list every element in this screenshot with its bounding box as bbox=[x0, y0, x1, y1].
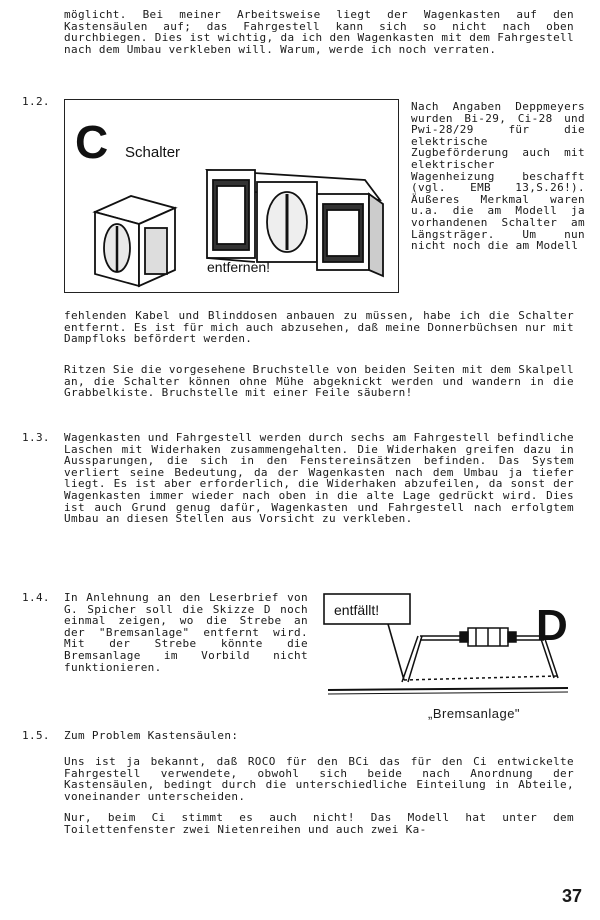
section-number-1-4: 1.4. bbox=[22, 591, 50, 604]
section-1-2-instructions: Ritzen Sie die vorgesehene Bruchstelle von beiden Seiten mit dem Skalpell an, die Schalter können ohne Mühe abgeknickt werden und wandern in die Grabbelkiste. Bruchstelle mit einer Feile säubern! bbox=[64, 363, 574, 400]
section-1-5-text-b: Nur, beim Ci stimmt es auch nicht! Das Modell hat unter dem Toilettenfenster zwei Nietenreihen und auch zwei Ka- bbox=[64, 811, 574, 836]
page-number: 37 bbox=[562, 886, 583, 906]
section-1-2-side-text: Nach Angaben Deppmeyers wurden Bi-29, Ci-28 und Pwi-28/29 für die elektrische Zugbeförderung auch mit elektrischer Wagenheizung beschafft (vgl. EMB 13,S.26!). Äußeres Merkmal waren u.a. die am Modell ja vorhandenen Schalter am Längsträger. Um nun nicht noch die am Modell bbox=[411, 100, 585, 253]
figure-c-label: Schalter bbox=[125, 144, 181, 161]
section-number-1-2: 1.2. bbox=[22, 95, 50, 108]
arrow-line bbox=[388, 624, 404, 680]
brake-linkage-drawing bbox=[328, 628, 568, 694]
switch-illustration bbox=[65, 100, 398, 292]
section-1-5-title: Zum Problem Kastensäulen: bbox=[64, 729, 239, 742]
section-1-5-text-a: Uns ist ja bekannt, daß ROCO für den BCi das für den Ci entwickelte Fahrgestell verwendete, obwohl sich beide nach Anordnung der Kastensäulen, bedingt durch die unterschiedliche Einteilung in Abteile, voneinander unterscheiden. bbox=[64, 755, 574, 803]
section-number-1-5: 1.5. bbox=[22, 729, 50, 742]
intro-paragraph: möglicht. Bei meiner Arbeitsweise liegt der Wagenkasten auf den Kastensäulen auf; das Fahrgestell kann sich so nicht nach oben durchbiegen. Dies ist wichtig, da ich den Wagenkasten mit dem Fahrgestell nach dem Umbau verkleben will. Warum, werde ich noch verraten. bbox=[64, 8, 574, 56]
figure-d-letter: D bbox=[536, 601, 568, 650]
section-1-3-text: Wagenkasten und Fahrgestell werden durch sechs am Fahrgestell befindliche Laschen mit Widerhaken zusammengehalten. Die Widerhaken greifen dazu in Aussparungen, die sich in den Fenstereinsätzen befinden. Das System verliert seine Bedeutung, da der Wagenkasten nach dem Umbau ja tiefer liegt. Es ist aber erforderlich, die Widerhaken abzufeilen, da sonst der Wagenkasten immer wieder nach oben in die alte Lage gedrückt wird. Dies ist auch Grund genug dafür, Wagenkasten und Fahrgestell nach erfolgtem Umbau an diesen Stellen aus Vorsicht zu verkleben. bbox=[64, 431, 574, 526]
figure-d-caption: „Bremsanlage" bbox=[428, 706, 521, 721]
detached-switch-drawing bbox=[95, 196, 175, 286]
section-1-4-text: In Anlehnung an den Leserbrief von G. Spicher soll die Skizze D noch einmal zeigen, wo die Strebe an der "Bremsanlage" entfernt wird. Mit der Strebe könnte die Bremsanlage im Vorbild nicht funktionieren. bbox=[64, 591, 308, 674]
section-1-2-continued: fehlenden Kabel und Blinddosen anbauen zu müssen, habe ich die Schalter entfernt. Es ist für mich auch abzusehen, daß meine Donnerbüchsen nur mit Dampfloks befördert werden. bbox=[64, 309, 574, 346]
section-number-1-3: 1.3. bbox=[22, 431, 50, 444]
figure-c-note: entfernen! bbox=[207, 259, 271, 275]
figure-c-switch bbox=[64, 99, 399, 293]
figure-c-letter: C bbox=[75, 116, 109, 168]
figure-d-note: entfällt! bbox=[334, 602, 380, 618]
